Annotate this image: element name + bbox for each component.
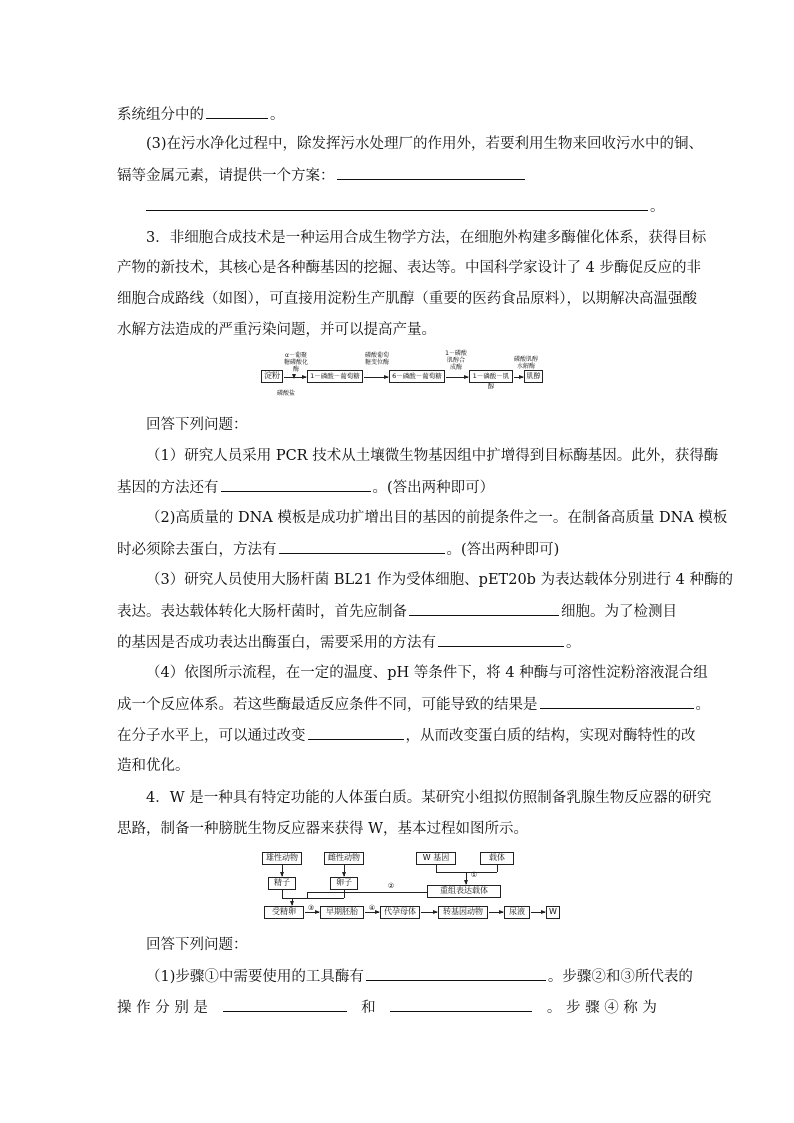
- q3-intro-line4: 水解方法造成的严重污染问题，并可以提高产量。: [117, 322, 436, 338]
- q3-s1-line2: 基因的方法还有 。(答出两种即可）: [117, 477, 494, 498]
- arrow: [364, 377, 388, 378]
- sperm-box: 精子: [268, 877, 296, 890]
- q3-s3-line3: 的基因是否成功表达出酶蛋白，需要采用的方法有 。: [117, 632, 581, 653]
- q3-s4-line3: 在分子水平上，可以通过改变 ，从而改变蛋白质的结构，实现对酶特性的改: [117, 725, 696, 746]
- q3-s3-line1: （3）研究人员使用大肠杆菌 BL21 作为受体细胞、pET20b 为表达载体分别进行 4 种酶的: [146, 572, 733, 588]
- q3-s3-line2: 表达。表达载体转化大肠杆菌时，首先应制备 细胞。为了检测目: [117, 601, 677, 622]
- q2-part3-line2: 镉等金属元素，请提供一个方案：: [117, 165, 527, 186]
- answer-blank[interactable]: [221, 477, 371, 492]
- urine-box: 尿液: [504, 906, 530, 919]
- pathway-diagram: [261, 350, 543, 400]
- arrow: [514, 377, 523, 378]
- q2-part3-line3: 。: [146, 196, 665, 217]
- answer-blank[interactable]: [337, 165, 525, 180]
- answer-blank[interactable]: [146, 196, 648, 211]
- q4-answer-intro: 回答下列问题：: [146, 937, 248, 953]
- step3-label: ③: [307, 904, 315, 912]
- phosphate-label: 磷酸盐: [276, 390, 295, 397]
- q2-line1: 系统组分中的 。: [117, 104, 285, 125]
- g1p-box: 1－磷酸－葡萄糖: [307, 370, 363, 383]
- step4-label: ④: [368, 904, 376, 912]
- q4-intro-line1: 4．W 是一种具有特定功能的人体蛋白质。某研究小组拟仿照制备乳腺生物反应器的研究: [146, 790, 712, 806]
- transgenic-box: 转基因动物: [438, 906, 488, 919]
- inositol-p-box: 1－磷酸－肌醇: [469, 370, 513, 383]
- male-box: 雄性动物: [262, 852, 302, 865]
- w-box: W: [546, 906, 560, 919]
- enzyme3-label: 1－磷酸肌醇合成酶: [445, 350, 467, 371]
- q3-intro-line2: 产物的新技术，其核心是各种酶基因的挖掘、表达等。中国科学家设计了 4 步酶促反应的非: [117, 260, 701, 276]
- answer-blank[interactable]: [390, 997, 532, 1012]
- embryo-box: 早期胚胎: [320, 906, 364, 919]
- starch-box: 淀粉: [261, 370, 283, 383]
- zygote-box: 受精卵: [264, 906, 304, 919]
- q3-intro-line3: 细胞合成路线（如图），可直接用淀粉生产肌醇（重要的医药食品原料），以期解决高温强酸: [117, 291, 697, 307]
- q3-s1-line1: （1）研究人员采用 PCR 技术从土壤微生物基因组中扩增得到目标酶基因。此外，获得酶: [146, 448, 719, 464]
- answer-blank[interactable]: [409, 601, 559, 616]
- answer-blank[interactable]: [540, 694, 694, 709]
- female-box: 雌性动物: [324, 852, 364, 865]
- q3-s4-line1: （4）依图所示流程，在一定的温度、pH 等条件下，将 4 种酶与可溶性淀粉溶液混合组: [146, 665, 708, 681]
- bioreactor-diagram: [262, 850, 562, 920]
- arrow: [446, 377, 468, 378]
- inositol-box: 肌醇: [524, 370, 543, 383]
- q3-s2-line1: （2)高质量的 DNA 模板是成功扩增出目的基因的前提条件之一。在制备高质量 DNA 模板: [146, 510, 728, 526]
- q3-answer-intro: 回答下列问题：: [146, 417, 248, 433]
- answer-blank[interactable]: [366, 966, 546, 981]
- answer-blank[interactable]: [223, 997, 347, 1012]
- q4-s1-line2: 操 作 分 别 是 和 。 步 骤 ④ 称 为: [117, 997, 657, 1018]
- q3-s4-line2: 成一个反应体系。若这些酶最适反应条件不同，可能导致的结果是 。: [117, 694, 710, 715]
- vector-box: 载体: [480, 852, 514, 865]
- surrogate-box: 代孕母体: [380, 906, 420, 919]
- step1-label: ①: [470, 871, 478, 879]
- q4-intro-line2: 思路，制备一种膀胱生物反应器来获得 W，基本过程如图所示。: [117, 821, 529, 837]
- enzyme1-label: α－葡聚糖磷酸化酶: [283, 352, 308, 373]
- answer-blank[interactable]: [279, 539, 445, 554]
- wgene-box: W 基因: [416, 852, 456, 865]
- q3-s4-line4: 造和优化。: [117, 758, 190, 774]
- recombinant-vector-box: 重组表达载体: [427, 885, 501, 898]
- enzyme2-label: 磷酸葡萄糖变位酶: [364, 352, 389, 366]
- answer-blank[interactable]: [206, 104, 268, 119]
- q3-intro-line1: 3．非细胞合成技术是一种运用合成生物学方法，在细胞外构建多酶催化体系，获得目标: [146, 230, 707, 246]
- answer-blank[interactable]: [308, 725, 404, 740]
- enzyme4-label: 磷酸肌醇水解酶: [513, 356, 538, 370]
- egg-box: 卵子: [330, 877, 358, 890]
- q4-s1-line1: （1)步骤①中需要使用的工具酶有 。步骤②和③所代表的: [146, 966, 693, 987]
- g6p-box: 6－磷酸－葡萄糖: [389, 370, 445, 383]
- q3-s2-line2: 时必须除去蛋白，方法有 。(答出两种即可): [117, 539, 559, 560]
- q2-part3-line1: (3)在污水净化过程中，除发挥污水处理厂的作用外，若要利用生物来回收污水中的铜、: [146, 136, 704, 152]
- step2-label: ②: [387, 882, 395, 890]
- answer-blank[interactable]: [438, 632, 564, 647]
